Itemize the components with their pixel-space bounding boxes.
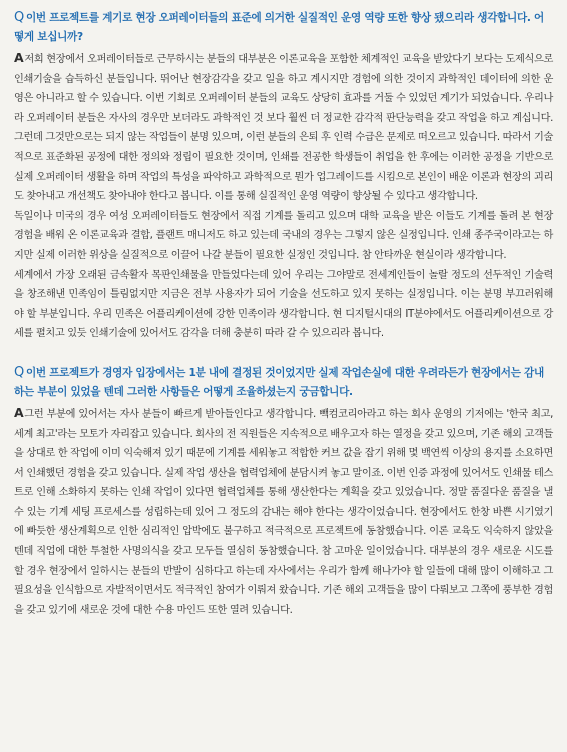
a-mark: A [14,404,24,420]
q-mark: Q [14,364,24,380]
answer-paragraph: 세계에서 가장 오래된 금속활자 목판인쇄물을 만들었다는데 있어 우리는 그야말로 전세계인들이 놀랄 정도의 선두적인 기술력을 창조해낸 민족임이 틀림없지만 지금은 전부 사용자가 되어 기술을 선도하고 있지 못하는 실정입니다. 이는 분명 부끄러워해야 할 부분입니다. 우리 민족은 어플리케이션에 강한 민족이라 생각합니다. 현 디지털시대의 IT분야에서도 어플리케이션으로 강세를 펼치고 있듯 인쇄기술에 있어서도 감각을 더해 충분히 따라 갈 수 있으리라 봅니다. [14,269,553,340]
qa-section-2 [14,363,553,621]
question-2 [14,363,553,402]
a-mark: A [14,50,24,65]
section-spacer [14,344,553,363]
answer-paragraph: A저희 현장에서 오퍼레이터들로 근무하시는 분들의 대부분은 이론교육을 포함한 체계적인 교육을 받았다기 보다는 도제식으로 인쇄기술을 습득하신 분들입니다. 뛰어난 현장감각을 갖고 일을 하고 계시지만 경험에 의한 것이지 과학적인 데이터에 의한 운영은 아니라고 할 수 있습니다. 이번 기회로 오퍼레이터 분들의 교육도 상당히 효과를 거둘 수 있었던 계기가 되었습니다. 우리나라 오퍼레이터 분들은 자사의 경우만 보더라도 과학적인 것 보다 훨씬 더 정교한 감각적 판단능력을 갖고 작업을 하고 계십니다. 그런데 그것만으로는 되지 않는 작업들이 분명 있으며, 이런 분들의 은퇴 후 인력 수급은 문제로 떠오르고 있습니다. 따라서 기술적으로 표준화된 공정에 대한 정의와 정립이 필요한 것이며, 인쇄를 전공한 학생들이 취업을 한 후에는 이러한 공정을 기반으로 실제 오퍼레이터 생활을 하며 작업의 특성을 파악하고 과학적으로 뭔가 업그레이드를 시킴으로 본인이 배운 이론과 현장의 괴리도 찾아내고 개선책도 찾아내야 한다고 봅니다. 이를 통해 실질적인 운영 역량이 향상될 수 있다고 생각합니다. [14,50,553,203]
answer-paragraph: A그런 부분에 있어서는 자사 분들이 빠르게 받아들인다고 생각합니다. 빽컴코리아라고 하는 회사 운영의 기저에는 '한국 최고, 세계 최고'라는 모토가 자리잡고 있습니다. 회사의 전 직원들은 지속적으로 배우고자 하는 열정을 갖고 있으며, 기존 해외 고객들을 상대로 한 작업에 이미 익숙해져 있기 때문에 기계를 세워놓고 적합한 커브 값을 잡기 위해 몇 백연씩 이상의 용지를 소요하면서 인쇄했던 경험을 갖고 있습니다. 실제 작업 생산을 협력업체에 분담시켜 놓고 말이죠. 이번 인증 과정에 있어서도 인쇄물 테스트로 인해 소화하지 못하는 인쇄 작업이 있다면 협력업체를 통해 생산한다는 계획을 갖고 있었습니다. 정말 품질다운 품질을 낼 수 있는 기계 세팅 프로세스를 성립하는데 있어 그 정도의 감내는 해야 한다는 생각이었습니다. 현장에서도 한창 바쁜 시기였기에 빠듯한 생산계획으로 인한 심리적인 압박에도 불구하고 적극적으로 프로젝트에 동참했습니다. 이론 교육도 익숙하지 않았을텐데 직업에 대한 투철한 사명의식을 갖고 모두들 열심히 동참했습니다. 참 고마운 일이었습니다. 대부분의 경우 새로운 시도를 할 경우 현장에서 일하시는 분들의 반발이 심하다고 하는데 자사에서는 우리가 함께 해나가야 할 일들에 대해 많이 이해하고 그 필요성을 인식함으로 자발적이면서도 적극적인 참여가 이뤄져 왔습니다. 기존 해외 고객들을 많이 다뤄보고 그쪽에 풍부한 경험을 갖고 있기에 새로운 것에 대한 수용 마인드 또한 열려 있습니다. [14,404,553,616]
question-text: 이번 프로젝트를 계기로 현장 오퍼레이터들의 표준에 의거한 실질적인 운영 역량 또한 향상 됐으리라 생각합니다. 어떻게 보십니까? [14,12,544,43]
qa-section-1 [14,8,553,344]
question-1 [14,8,553,47]
answer-paragraph: 독일이나 미국의 경우 여성 오퍼레이터들도 현장에서 직접 기계를 돌리고 있으며 대학 교육을 받은 이들도 기계를 돌려 본 현장경험을 배워 온 이론교육과 결합, 플랜트 매니저도 하고 있는데 국내의 경우는 그렇지 않은 실정입니다. 인쇄 종주국이라고는 하지만 실제 이러한 위상을 실질적으로 이끌어 나갈 분들이 필요한 실정인 것입니다. 참 안타까운 현실이라 생각합니다. [14,210,553,261]
question-text: 이번 프로젝트가 경영자 입장에서는 1분 내에 결정된 것이었지만 실제 작업손실에 대한 우려라든가 현장에서는 감내하는 부분이 있었을 텐데 그러한 사항들은 어떻게 조율하셨는지 궁금합니다. [14,366,544,398]
q-mark: Q [14,10,24,25]
